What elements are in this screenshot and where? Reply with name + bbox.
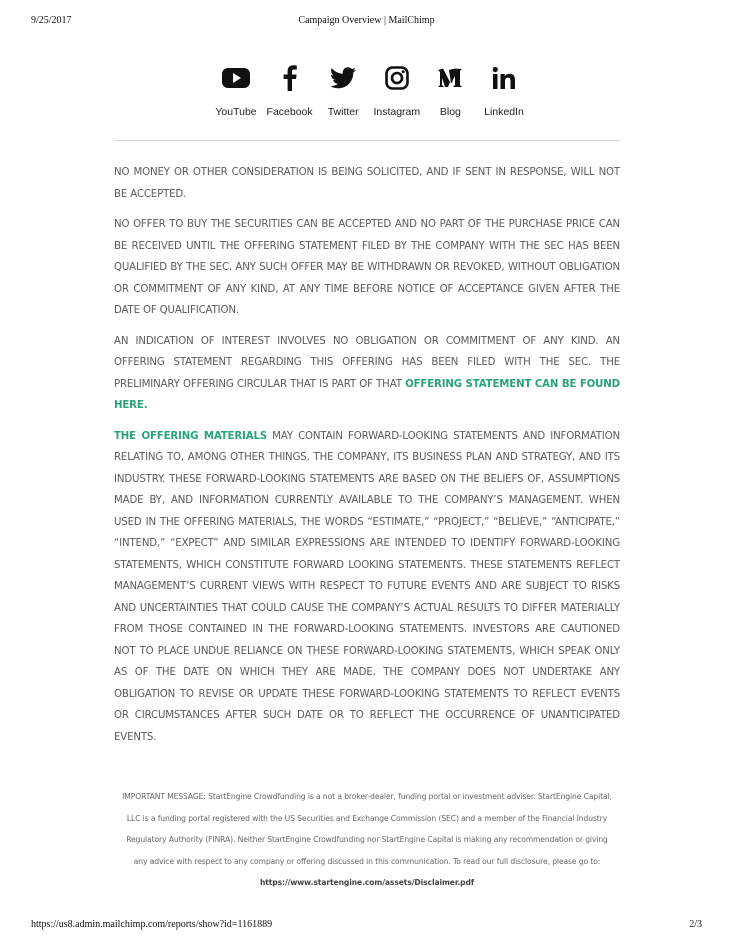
disclaimer-body bbox=[114, 162, 620, 757]
important-message bbox=[120, 786, 614, 894]
print-footer bbox=[0, 919, 733, 935]
divider bbox=[114, 140, 620, 141]
print-header bbox=[0, 15, 733, 31]
social-instagram-link[interactable] bbox=[371, 60, 423, 130]
social-label: Twitter bbox=[327, 106, 359, 118]
social-links bbox=[210, 60, 530, 130]
social-linkedin-link[interactable] bbox=[478, 60, 530, 130]
disclaimer-paragraph bbox=[114, 331, 620, 417]
disclaimer-pdf-link[interactable]: https://www.startengine.com/assets/Disclaimer.pdf bbox=[259, 878, 475, 887]
youtube-icon bbox=[221, 60, 251, 96]
social-blog-link[interactable] bbox=[424, 60, 476, 130]
print-url: https://us8.admin.mailchimp.com/reports/show?id=1161889 bbox=[31, 919, 273, 930]
disclaimer-text: MAY CONTAIN FORWARD-LOOKING STATEMENTS AND INFORMATION RELATING TO, AMONG OTHER THINGS, THE COMPANY, ITS BUSINESS PLAN AND STRATEGY, AND ITS INDUSTRY. THESE FORWARD-LOOKING STATEMENTS ARE BASED ON THE BELIEFS OF, ASSUMPTIONS MADE BY, AND INFORMATION CURRENTLY AVAILABLE TO THE COMPANY’S MANAGEMENT. WHEN USED IN THE OFFERING MATERIALS, THE WORDS “ESTIMATE,” “PROJECT,” “BELIEVE,” “ANTICIPATE,” “INTEND,” “EXPECT” AND SIMILAR EXPRESSIONS ARE INTENDED TO IDENTIFY FORWARD-LOOKING STATEMENTS, WHICH CONSTITUTE FORWARD LOOKING STATEMENTS. THESE STATEMENTS REFLECT MANAGEMENT’S CURRENT VIEWS WITH RESPECT TO FUTURE EVENTS AND ARE SUBJECT TO RISKS AND UNCERTAINTIES THAT COULD CAUSE THE COMPANY’S ACTUAL RESULTS TO DIFFER MATERIALLY FROM THOSE CONTAINED IN THE FORWARD-LOOKING STATEMENTS. INVESTORS ARE CAUTIONED NOT TO PLACE UNDUE RELIANCE ON THESE FORWARD-LOOKING STATEMENTS, WHICH SPEAK ONLY AS OF THE DATE ON WHICH THEY ARE MADE. THE COMPANY DOES NOT UNDERTAKE ANY OBLIGATION TO REVISE OR UPDATE THESE FORWARD-LOOKING STATEMENTS TO REFLECT EVENTS OR CIRCUMSTANCES AFTER SUCH DATE OR TO REFLECT THE OCCURRENCE OF UNANTICIPATED EVENTS. bbox=[114, 430, 620, 743]
disclaimer-text: AN INDICATION OF INTEREST INVOLVES NO OBLIGATION OR COMMITMENT OF ANY KIND. AN OFFERING STATEMENT REGARDING THIS OFFERING HAS BEEN FILED WITH THE SEC. THE PRELIMINARY OFFERING CIRCULAR THAT IS PART OF THAT bbox=[114, 335, 620, 390]
instagram-icon bbox=[382, 60, 412, 96]
disclaimer-paragraph bbox=[114, 426, 620, 749]
important-message-text: IMPORTANT MESSAGE: StartEngine Crowdfunding is a not a broker-dealer, funding portal or investment adviser. StartEngine Capital, LLC is a funding portal registered with the US Securities and Exchange Commission (SEC) and a member of the Financial Industry Regulatory Authority (FINRA). Neither StartEngine Crowdfunding nor StartEngine Capital is making any recommendation or giving any advice with respect to any company or offering discussed in this communication. To read our full disclosure, please go to: bbox=[122, 792, 612, 866]
medium-blog-icon bbox=[435, 60, 465, 96]
social-label: YouTube bbox=[215, 106, 257, 118]
disclaimer-paragraph: NO MONEY OR OTHER CONSIDERATION IS BEING SOLICITED, AND IF SENT IN RESPONSE, WILL NOT BE ACCEPTED. bbox=[114, 167, 620, 200]
social-youtube-link[interactable] bbox=[210, 60, 262, 130]
social-label: Blog bbox=[439, 106, 461, 118]
page-number: 2/3 bbox=[689, 919, 702, 930]
print-title: Campaign Overview | MailChimp bbox=[298, 15, 435, 26]
print-date: 9/25/2017 bbox=[31, 15, 72, 26]
twitter-icon bbox=[328, 60, 358, 96]
disclaimer-paragraph: NO OFFER TO BUY THE SECURITIES CAN BE ACCEPTED AND NO PART OF THE PURCHASE PRICE CAN BE RECEIVED UNTIL THE OFFERING STATEMENT FILED BY THE COMPANY WITH THE SEC HAS BEEN QUALIFIED BY THE SEC. ANY SUCH OFFER MAY BE WITHDRAWN OR REVOKED, WITHOUT OBLIGATION OR COMMITMENT OF ANY KIND, AT ANY TIME BEFORE NOTICE OF ACCEPTANCE GIVEN AFTER THE DATE OF QUALIFICATION. bbox=[114, 219, 620, 316]
linkedin-icon bbox=[489, 60, 519, 96]
social-label: Instagram bbox=[373, 106, 421, 118]
social-label: LinkedIn bbox=[484, 106, 524, 118]
offering-statement-link[interactable]: OFFERING STATEMENT CAN BE FOUND HERE. bbox=[114, 378, 620, 411]
social-facebook-link[interactable] bbox=[264, 60, 316, 130]
social-label: Facebook bbox=[266, 106, 313, 118]
social-twitter-link[interactable] bbox=[317, 60, 369, 130]
offering-materials-link[interactable]: THE OFFERING MATERIALS bbox=[114, 430, 267, 442]
facebook-icon bbox=[275, 60, 305, 96]
